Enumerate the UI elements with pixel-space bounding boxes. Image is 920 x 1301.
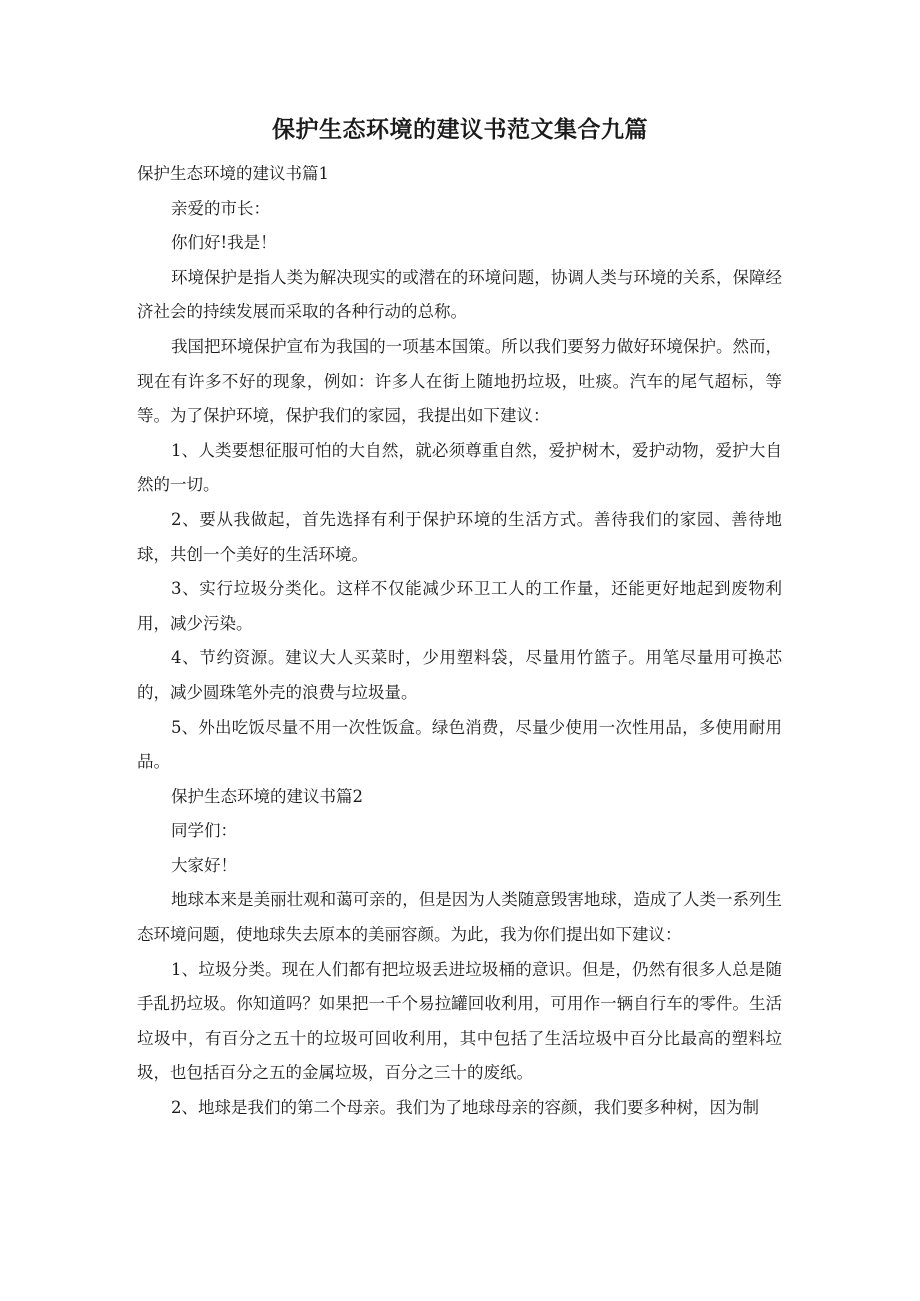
paragraph: 5、外出吃饭尽量不用一次性饭盒。绿色消费，尽量少使用一次性用品，多使用耐用品。 — [137, 717, 782, 772]
paragraph: 你们好!我是！ — [171, 233, 277, 253]
paragraph: 大家好！ — [171, 855, 237, 875]
paragraph: 我国把环境保护宣布为我国的一项基本国策。所以我们要努力做好环境保护。然而，现在有许多不好的现象，例如：许多人在街上随地扔垃圾，吐痰。汽车的尾气超标，等等。为了保护环境，保护我们的家园，我提出如下建议： — [137, 336, 782, 426]
paragraph: 1、垃圾分类。现在人们都有把垃圾丢进垃圾桶的意识。但是，仍然有很多人总是随手乱扔垃圾。你知道吗？如果把一千个易拉罐回收利用，可用作一辆自行车的零件。生活垃圾中，有百分之五十的垃圾可回收利用，其中包括了生活垃圾中百分比最高的塑料垃圾，也包括百分之五的金属垃圾，百分之三十的废纸。 — [137, 959, 782, 1083]
paragraph: 保护生态环境的建议书篇2 — [171, 786, 363, 806]
paragraph: 保护生态环境的建议书篇1 — [137, 164, 329, 183]
paragraph: 1、人类要想征服可怕的大自然，就必须尊重自然，爱护树木，爱护动物，爱护大自然的一切。 — [137, 440, 782, 495]
document-title: 保护生态环境的建议书范文集合九篇 — [272, 117, 648, 143]
paragraph: 同学们： — [171, 821, 237, 841]
paragraph: 亲爱的市长： — [171, 198, 270, 218]
document-body — [137, 157, 782, 1126]
paragraph: 2、要从我做起，首先选择有利于保护环境的生活方式。善待我们的家园、善待地球，共创一个美好的生活环境。 — [137, 509, 782, 564]
paragraph: 3、实行垃圾分类化。这样不仅能减少环卫工人的工作量，还能更好地起到废物利用，减少污染。 — [137, 579, 782, 633]
paragraph: 环境保护是指人类为解决现实的或潜在的环境问题，协调人类与环境的关系，保障经济社会的持续发展而采取的各种行动的总称。 — [137, 267, 782, 322]
paragraph: 地球本来是美丽壮观和蔼可亲的，但是因为人类随意毁害地球，造成了人类一系列生态环境问题，使地球失去原本的美丽容颜。为此，我为你们提出如下建议： — [137, 890, 782, 945]
paragraph: 4、节约资源。建议大人买菜时，少用塑料袋，尽量用竹篮子。用笔尽量用可换芯的，减少圆珠笔外壳的浪费与垃圾量。 — [137, 648, 782, 702]
paragraph: 2、地球是我们的第二个母亲。我们为了地球母亲的容颜，我们要多种树，因为制 — [171, 1098, 759, 1118]
